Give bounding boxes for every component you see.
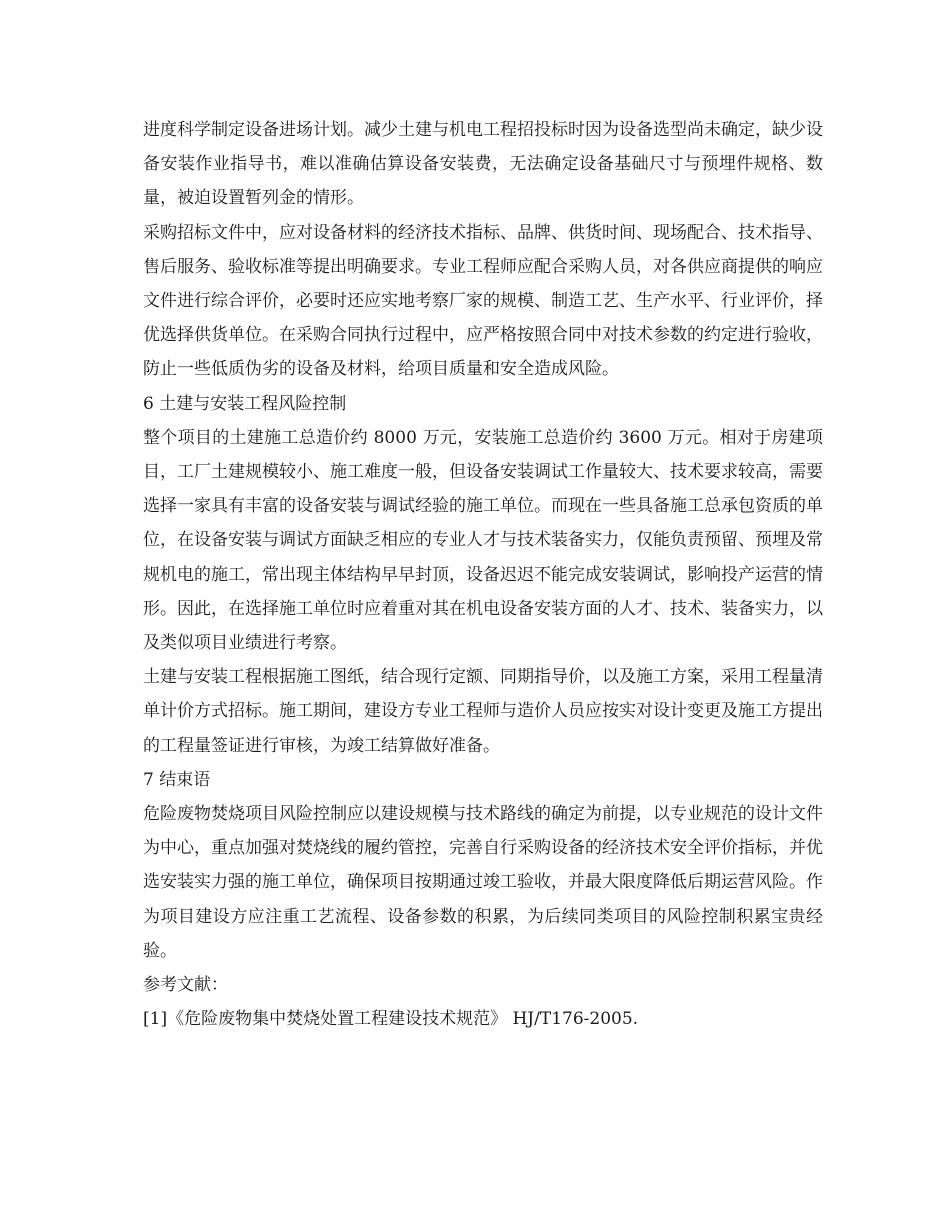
section-heading-7: 7 结束语	[143, 769, 211, 790]
reference-item: [1]《危险废物集中焚烧处置工程建设技术规范》 HJ/T176-2005.	[143, 1009, 639, 1030]
paragraph-construction-cost: 整个项目的土建施工总造价约 8000 万元，安装施工总造价约 3600 万元。相对于房建项目，工厂土建规模较小、施工难度一般，但设备安装调试工作量较大、技术要求较高，需要选择一家具有丰富的设备安装与调试经验的施工单位。而现在一些具备施工总承包资质的单位，在设备安装与调试方面缺乏相应的专业人才与技术装备实力，仅能负责预留、预埋及常规机电的施工，常出现主体结构早早封顶，设备迟迟不能完成安装调试，影响投产运营的情形。因此，在选择施工单位时应着重对其在机电设备安装方面的人才、技术、装备实力，以及类似项目业绩进行考察。	[143, 427, 823, 654]
paragraph-conclusion: 危险废物焚烧项目风险控制应以建设规模与技术路线的确定为前提，以专业规范的设计文件为中心，重点加强对焚烧线的履约管控，完善自行采购设备的经济技术安全评价指标，并优选安装实力强的施工单位，确保项目按期通过竣工验收，并最大限度降低后期运营风险。作为项目建设方应注重工艺流程、设备参数的积累，为后续同类项目的风险控制积累宝贵经验。	[143, 804, 823, 961]
paragraph-procurement-bidding: 采购招标文件中，应对设备材料的经济技术指标、品牌、供货时间、现场配合、技术指导、售后服务、验收标准等提出明确要求。专业工程师应配合采购人员，对各供应商提供的响应文件进行综合评价，必要时还应实地考察厂家的规模、制造工艺、生产水平、行业评价，择优选择供货单位。在采购合同执行过程中，应严格按照合同中对技术参数的约定进行验收，防止一些低质伪劣的设备及材料，给项目质量和安全造成风险。	[143, 222, 823, 380]
paragraph-bill-of-quantities: 土建与安装工程根据施工图纸，结合现行定额、同期指导价，以及施工方案，采用工程量清单计价方式招标。施工期间，建设方专业工程师与造价人员应按实对设计变更及施工方提出的工程量签证进行审核，为竣工结算做好准备。	[143, 667, 823, 756]
references-title: 参考文献：	[143, 975, 228, 996]
document-body	[143, 113, 823, 1036]
paragraph-equipment-schedule: 进度科学制定设备进场计划。减少土建与机电工程招投标时因为设备选型尚未确定，缺少设备安装作业指导书，难以准确估算设备安装费，无法确定设备基础尺寸与预埋件规格、数量，被迫设置暂列金的情形。	[143, 120, 823, 209]
section-heading-6: 6 土建与安装工程风险控制	[143, 393, 347, 414]
